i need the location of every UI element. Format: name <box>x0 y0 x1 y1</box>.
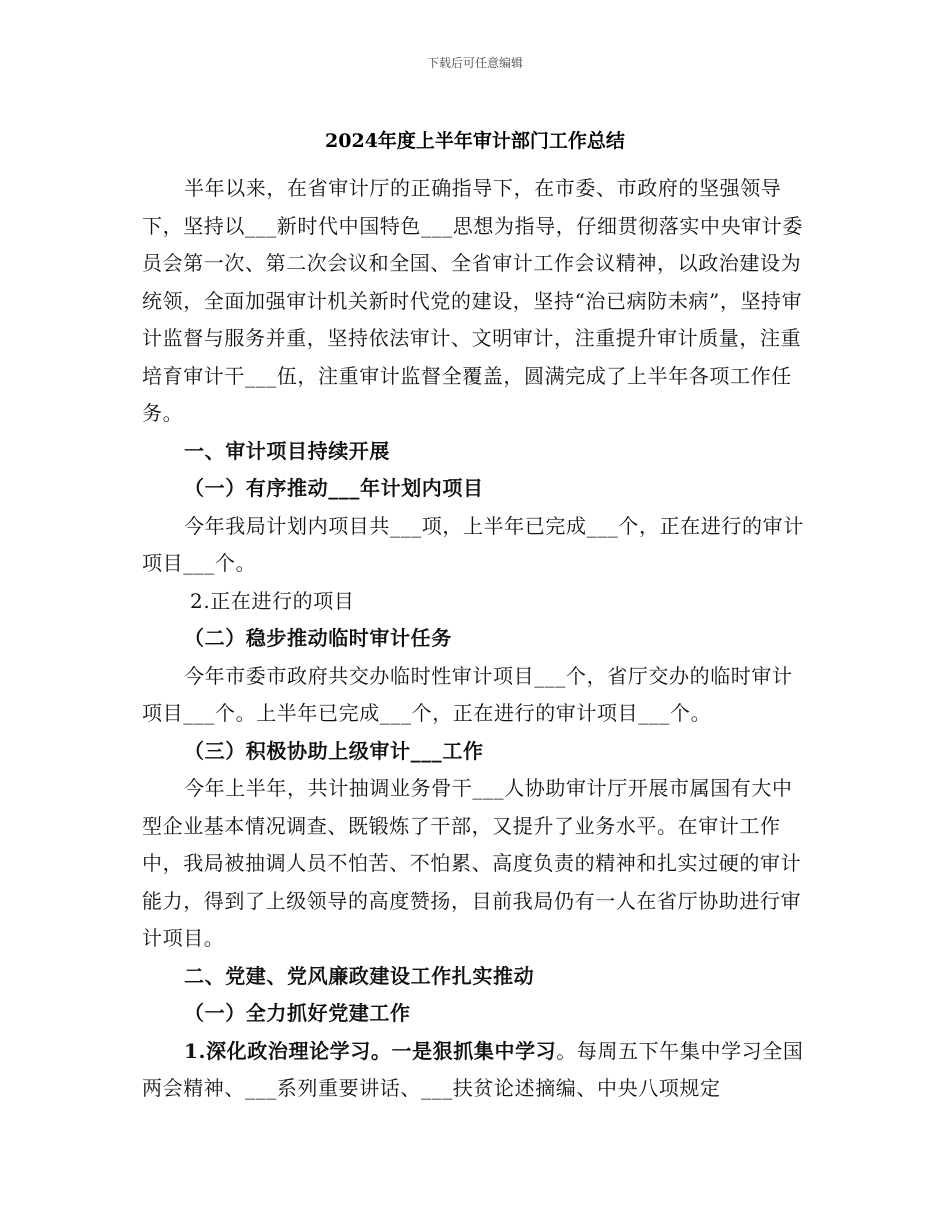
intro-paragraph: 半年以来，在省审计厅的正确指导下，在市委、市政府的坚强领导下，坚持以___新时代中国特色___思想为指导，仔细贯彻落实中央审计委员会第一次、第二次会议和全国、全省审计工作会议精神，以政治建设为统领，全面加强审计机关新时代党的建设，坚持“治已病防未病”，坚持审计监督与服务并重，坚持依法审计、文明审计，注重提升审计质量，注重培育审计干___伍，注重审计监督全覆盖，圆满完成了上半年各项工作任务。 <box>142 176 803 425</box>
section2-point1-lead: 1.深化政治理论学习。一是狠抓集中学习 <box>184 1038 557 1063</box>
section2-point1-text: 。每周五下午集中学习全国两会精神、___系列重要讲话、___扶贫论述摘编、中央八项规定 <box>142 1038 804 1100</box>
header-note: 下载后可任意编辑 <box>426 56 523 70</box>
section1-sub1-heading: （一）有序推动___年计划内项目 <box>184 476 484 500</box>
section1-sub3-heading: （三）积极协助上级审计___工作 <box>184 738 484 763</box>
section1-sub2-text: 今年市委市政府共交办临时性审计项目___个，省厅交办的临时审计项目___个。上半年已完成___个，正在进行的审计项目___个。 <box>142 663 793 725</box>
section1-heading: 一、审计项目持续开展 <box>184 438 390 463</box>
section2-point1 <box>142 1033 810 1108</box>
document-body <box>142 170 810 1108</box>
section1-sub3-text: 今年上半年，共计抽调业务骨干___人协助审计厅开展市属国有大中型企业基本情况调查、既锻炼了干部，又提升了业务水平。在审计工作中，我局被抽调人员不怕苦、不怕累、高度负责的精神和扎实过硬的审计能力，得到了上级领导的高度赞扬，目前我局仍有一人在省厅协助进行审计项目。 <box>142 776 802 950</box>
section1-sub1-item2: 2.正在进行的项目 <box>190 588 355 613</box>
document-title: 2024年度上半年审计部门工作总结 <box>325 130 625 152</box>
section1-sub1-text: 今年我局计划内项目共___项，上半年已完成___个，正在进行的审计项目___个。 <box>142 513 804 575</box>
section1-sub2-heading: （二）稳步推动临时审计任务 <box>184 626 452 650</box>
section2-heading: 二、党建、党风廉政建设工作扎实推动 <box>184 963 535 988</box>
section2-sub1-heading: （一）全力抓好党建工作 <box>184 1001 411 1025</box>
